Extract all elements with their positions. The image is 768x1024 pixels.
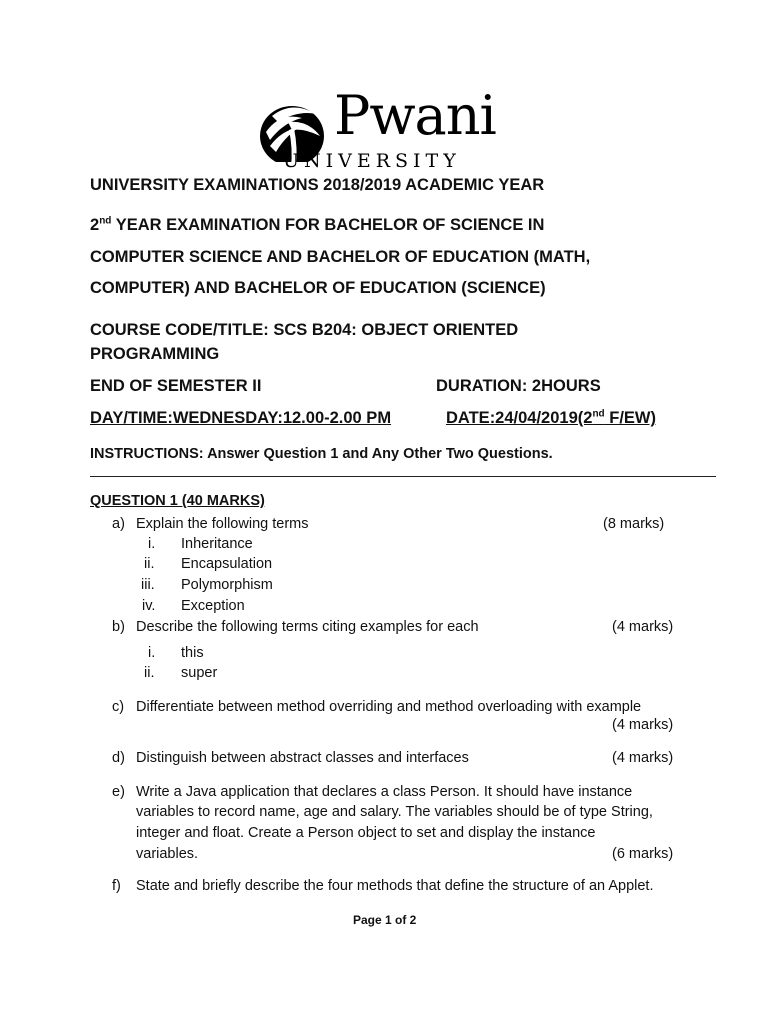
list-item-num: ii. — [144, 556, 155, 572]
part-f-text: State and briefly describe the four methods that define the structure of an Applet. — [136, 878, 654, 894]
date-suffix: F/EW) — [604, 409, 656, 427]
part-e-label: e) — [112, 784, 125, 800]
part-f-label: f) — [112, 878, 121, 894]
list-item-num: iii. — [141, 577, 155, 593]
part-e-marks: (6 marks) — [612, 846, 674, 862]
course-line-2: PROGRAMMING — [90, 345, 220, 363]
list-item-num: ii. — [144, 665, 155, 681]
part-e-line-4: variables. — [136, 846, 199, 862]
part-c-text: Differentiate between method overriding and method overloading with example — [136, 699, 642, 715]
instructions: INSTRUCTIONS: Answer Question 1 and Any Other Two Questions. — [90, 446, 553, 462]
year-prefix: 2 — [90, 216, 100, 234]
year-line-1 — [90, 215, 544, 235]
part-b-label: b) — [112, 619, 125, 635]
list-item: Exception — [181, 598, 245, 614]
part-a-marks: (8 marks) — [603, 516, 665, 532]
part-b-text: Describe the following terms citing examples for each — [136, 619, 479, 635]
list-item: this — [181, 645, 204, 661]
semester-label: END OF SEMESTER II — [90, 377, 262, 395]
duration-label: DURATION: 2HOURS — [436, 377, 601, 395]
part-e-line-2: variables to record name, age and salary. The variables should be of type String, — [136, 804, 653, 820]
university-logo — [258, 84, 496, 172]
part-e-line-1: Write a Java application that declares a class Person. It should have instance — [136, 784, 633, 800]
course-line-1: COURSE CODE/TITLE: SCS B204: OBJECT ORIENTED — [90, 321, 519, 339]
date-label — [446, 408, 656, 428]
year-line-3: COMPUTER) AND BACHELOR OF EDUCATION (SCIENCE) — [90, 279, 546, 297]
exam-title: UNIVERSITY EXAMINATIONS 2018/2019 ACADEMIC YEAR — [90, 176, 545, 194]
daytime-label: DAY/TIME:WEDNESDAY:12.00-2.00 PM — [90, 409, 392, 427]
part-d-label: d) — [112, 750, 125, 766]
part-b-marks: (4 marks) — [612, 619, 674, 635]
list-item: Inheritance — [181, 536, 253, 552]
part-c-label: c) — [112, 699, 125, 715]
part-e-line-3: integer and float. Create a Person object to set and display the instance — [136, 825, 596, 841]
part-c-marks: (4 marks) — [612, 717, 674, 733]
year-line-2: COMPUTER SCIENCE AND BACHELOR OF EDUCATION (MATH, — [90, 248, 591, 266]
list-item-num: i. — [148, 645, 156, 661]
part-a-text: Explain the following terms — [136, 516, 309, 532]
logo-subtitle: UNIVERSITY — [283, 150, 461, 172]
date-sup: nd — [592, 408, 605, 420]
date-prefix: DATE:24/04/2019(2 — [446, 409, 593, 427]
list-item-num: i. — [148, 536, 156, 552]
divider — [90, 476, 716, 477]
list-item: super — [181, 665, 218, 681]
logo-wordmark: Pwani — [334, 84, 496, 147]
part-a-label: a) — [112, 516, 125, 532]
question-title: QUESTION 1 (40 MARKS) — [90, 493, 265, 509]
year-text: YEAR EXAMINATION FOR BACHELOR OF SCIENCE IN — [111, 216, 545, 234]
page-number: Page 1 of 2 — [353, 913, 417, 927]
list-item: Encapsulation — [181, 556, 273, 572]
list-item: Polymorphism — [181, 577, 273, 593]
list-item-num: iv. — [142, 598, 156, 614]
part-d-marks: (4 marks) — [612, 750, 674, 766]
part-d-text: Distinguish between abstract classes and interfaces — [136, 750, 469, 766]
year-sup: nd — [99, 215, 112, 227]
